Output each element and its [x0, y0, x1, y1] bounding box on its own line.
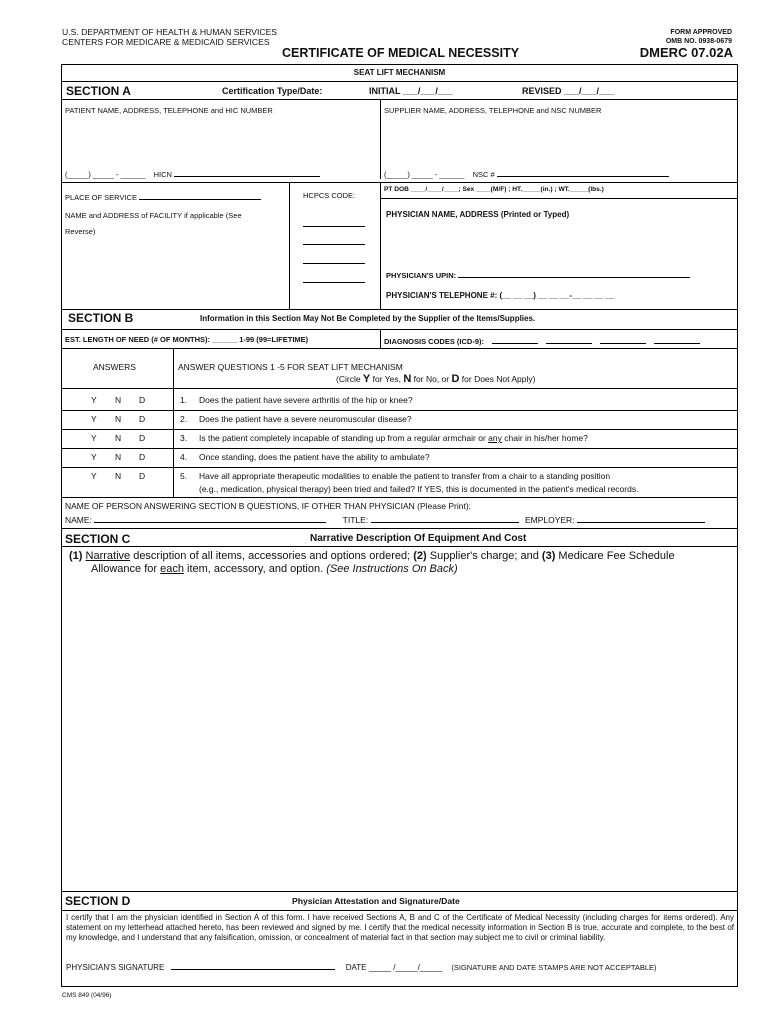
approval-block — [666, 28, 732, 46]
agency-header — [62, 28, 277, 47]
upin-label: PHYSICIAN'S UPIN: — [386, 271, 457, 280]
patient-phone: (_____) _____ - ______ — [65, 170, 146, 179]
cert-type-label: Certification Type/Date: — [222, 86, 323, 96]
hcpcs-line-2[interactable] — [303, 244, 365, 245]
circle-d-text: for Does Not Apply) — [459, 374, 536, 384]
section-d-label: SECTION D — [65, 894, 131, 908]
icd-input-2[interactable] — [546, 335, 592, 344]
physician-name-label: PHYSICIAN NAME, ADDRESS (Printed or Typed) — [386, 210, 570, 219]
divider — [62, 99, 737, 100]
title-label: TITLE: — [342, 515, 369, 525]
c-narrative: Narrative — [85, 550, 131, 562]
divider — [380, 198, 737, 199]
q5-na-option[interactable]: D — [139, 471, 146, 481]
section-c-line-2 — [91, 563, 729, 575]
patient-phone-field[interactable] — [65, 168, 320, 179]
date-field[interactable]: DATE _____ /_____/_____ — [345, 963, 443, 972]
facility-label-1: NAME and ADDRESS of FACILITY if applicable (See — [65, 211, 242, 220]
name-label: NAME: — [65, 515, 92, 525]
icd-input-4[interactable] — [654, 335, 700, 344]
divider — [62, 891, 737, 892]
q1-text: Does the patient have severe arthritis of the hip or knee? — [199, 395, 413, 405]
divider — [62, 467, 737, 468]
supplier-phone: (_____) _____ - ______ — [384, 170, 465, 179]
signature-input[interactable] — [171, 961, 335, 970]
hcpcs-line-1[interactable] — [303, 226, 365, 227]
icd-input-1[interactable] — [492, 335, 538, 344]
q5-text-2: (e.g., medication, physical therapy) been tried and failed? If YES, this is documented in the patient's medical records. — [199, 484, 639, 494]
place-of-service-input[interactable] — [139, 191, 261, 200]
section-c-label: SECTION C — [65, 532, 131, 546]
circle-instructions — [336, 373, 535, 385]
form-subtitle: SEAT LIFT MECHANISM — [353, 68, 446, 77]
answers-header: ANSWERS — [93, 362, 136, 372]
q5-number: 5. — [180, 471, 188, 481]
answering-person-fields[interactable] — [65, 514, 705, 525]
q3-text-wrap — [199, 433, 588, 443]
section-b-note: Information in this Section May Not Be Completed by the Supplier of the Items/Supplies. — [200, 314, 536, 323]
c-num-2: (2) — [413, 550, 427, 562]
physician-phone-field[interactable]: PHYSICIAN'S TELEPHONE #: (__ __ __) __ __ __-__ __ __ __ — [386, 291, 615, 300]
q4-no-option[interactable]: N — [115, 452, 122, 462]
q2-number: 2. — [180, 414, 188, 424]
divider — [289, 182, 290, 309]
circle-n-text: for No, or — [411, 374, 452, 384]
c-each: each — [160, 563, 184, 575]
section-c-instructions — [69, 550, 729, 575]
nsc-input[interactable] — [497, 168, 669, 177]
divider — [62, 910, 737, 911]
supplier-phone-field[interactable] — [384, 168, 669, 179]
c-line2-post: item, accessory, and option. — [183, 563, 327, 575]
q3-no-option[interactable]: N — [115, 433, 122, 443]
hicn-label: HICN — [153, 170, 172, 179]
patient-vitals-field[interactable]: PT DOB ____/____/____; Sex ____(M/F) ; HT._____(in.) ; WT._____(lbs.) — [384, 186, 604, 193]
divider — [62, 348, 737, 349]
form-title: CERTIFICATE OF MEDICAL NECESSITY — [282, 46, 520, 60]
q1-yes-option[interactable]: Y — [91, 395, 97, 405]
c-line2-italic: (See Instructions On Back) — [326, 563, 458, 575]
q1-na-option[interactable]: D — [139, 395, 146, 405]
q1-no-option[interactable]: N — [115, 395, 122, 405]
title-input[interactable] — [371, 514, 519, 523]
section-c-title: Narrative Description Of Equipment And Cost — [310, 533, 527, 544]
hcpcs-line-4[interactable] — [303, 282, 365, 283]
est-length-field[interactable]: EST. LENGTH OF NEED (# OF MONTHS): ______ 1-99 (99=LIFETIME) — [65, 335, 309, 344]
icd-input-3[interactable] — [600, 335, 646, 344]
divider — [62, 410, 737, 411]
circle-n: N — [403, 373, 412, 385]
divider — [380, 99, 381, 179]
q2-text: Does the patient have a severe neuromuscular disease? — [199, 414, 412, 424]
q2-yes-option[interactable]: Y — [91, 414, 97, 424]
c-text-3: Medicare Fee Schedule — [555, 550, 675, 562]
divider — [380, 182, 381, 309]
stamps-note: (SIGNATURE AND DATE STAMPS ARE NOT ACCEPTABLE) — [451, 963, 657, 972]
narrative-area[interactable] — [62, 580, 737, 890]
place-of-service-label: PLACE OF SERVICE — [65, 193, 137, 202]
q5-no-option[interactable]: N — [115, 471, 122, 481]
circle-y-text: for Yes, — [370, 374, 404, 384]
circle-y: Y — [362, 373, 371, 385]
upin-field[interactable] — [386, 269, 690, 280]
q1-number: 1. — [180, 395, 188, 405]
divider — [62, 546, 737, 547]
place-of-service-field[interactable] — [65, 191, 261, 202]
q3-text-after: chair in his/her home? — [501, 433, 588, 443]
divider — [62, 497, 737, 498]
q4-text: Once standing, does the patient have the ability to ambulate? — [199, 452, 430, 462]
divider — [62, 388, 737, 389]
q4-number: 4. — [180, 452, 188, 462]
signature-row[interactable] — [66, 961, 657, 972]
c-text-1: description of all items, accessories and options ordered; — [130, 550, 414, 562]
divider — [62, 309, 737, 310]
q5-text: Have all appropriate therapeutic modalities to enable the patient to transfer from a chair to a standing position — [199, 471, 611, 481]
section-d-title: Physician Attestation and Signature/Date — [292, 896, 460, 906]
q2-na-option[interactable]: D — [139, 414, 146, 424]
agency-line-2: CENTERS FOR MEDICARE & MEDICAID SERVICES — [62, 36, 270, 47]
q4-yes-option[interactable]: Y — [91, 452, 97, 462]
q5-yes-option[interactable]: Y — [91, 471, 97, 481]
diagnosis-label: DIAGNOSIS CODES (ICD-9): — [384, 337, 485, 346]
signature-label: PHYSICIAN'S SIGNATURE — [66, 963, 165, 972]
omb-number: OMB NO. 0938-0679 — [665, 38, 732, 45]
form-approved: FORM APPROVED — [670, 29, 732, 36]
c-text-2: Supplier's charge; and — [426, 550, 542, 562]
supplier-info-label: SUPPLIER NAME, ADDRESS, TELEPHONE and NSC NUMBER — [384, 106, 602, 115]
q4-na-option[interactable]: D — [139, 452, 146, 462]
divider — [380, 329, 381, 348]
employer-input[interactable] — [577, 514, 705, 523]
divider — [62, 81, 737, 82]
name-input[interactable] — [94, 514, 326, 523]
questions-header: ANSWER QUESTIONS 1 -5 FOR SEAT LIFT MECHANISM — [178, 362, 403, 372]
diagnosis-codes-field[interactable] — [384, 335, 700, 346]
c-num-1: (1) — [69, 550, 83, 562]
divider — [62, 429, 737, 430]
facility-label-2: Reverse) — [65, 227, 96, 236]
circle-d: D — [451, 373, 460, 385]
answering-person-label: NAME OF PERSON ANSWERING SECTION B QUESTIONS, IF OTHER THAN PHYSICIAN (Please Print): — [65, 501, 472, 511]
employer-label: EMPLOYER: — [524, 515, 575, 525]
circle-pre: (Circle — [336, 374, 363, 384]
initial-date-field[interactable]: INITIAL ___/___/___ — [369, 86, 453, 96]
hcpcs-label: HCPCS CODE: — [303, 191, 356, 200]
q3-any: any — [488, 433, 502, 443]
divider — [173, 348, 174, 497]
q3-yes-option[interactable]: Y — [91, 433, 97, 443]
form-number: CMS 849 (04/96) — [62, 992, 112, 999]
q2-no-option[interactable]: N — [115, 414, 122, 424]
section-c-line-1 — [69, 550, 729, 562]
q3-na-option[interactable]: D — [139, 433, 146, 443]
section-a-label: SECTION A — [66, 84, 131, 98]
divider — [62, 448, 737, 449]
agency-line-1: U.S. DEPARTMENT OF HEALTH & HUMAN SERVICES — [62, 27, 278, 37]
form-frame — [61, 64, 738, 987]
c-num-3: (3) — [541, 550, 556, 562]
hicn-input[interactable] — [174, 168, 320, 177]
divider — [62, 528, 737, 529]
hcpcs-line-3[interactable] — [303, 263, 365, 264]
q3-number: 3. — [180, 433, 188, 443]
section-b-label: SECTION B — [68, 311, 134, 325]
patient-info-label: PATIENT NAME, ADDRESS, TELEPHONE and HIC NUMBER — [65, 106, 273, 115]
c-line2-pre: Allowance for — [91, 563, 161, 575]
form-code: DMERC 07.02A — [639, 45, 733, 60]
upin-input[interactable] — [458, 269, 690, 278]
attestation-text: I certify that I am the physician identified in Section A of this form. I have received Sections A, B and C of the Certificate of Medical Necessity (including charges for items ordered). Any statement on my letterhead attached hereto, has been reviewed and signed by me. I certify that the medical necessity information in Section B is true, accurate and complete, to the best of my knowledge, and I understand that any falsification, omission, or concealment of material fact in that section may subject me to civil or criminal liability. — [66, 913, 734, 943]
divider — [62, 182, 737, 183]
q3-text: Is the patient completely incapable of standing up from a regular armchair or — [199, 433, 489, 443]
revised-date-field[interactable]: REVISED ___/___/___ — [522, 86, 615, 96]
divider — [62, 329, 737, 330]
nsc-label: NSC # — [472, 170, 495, 179]
